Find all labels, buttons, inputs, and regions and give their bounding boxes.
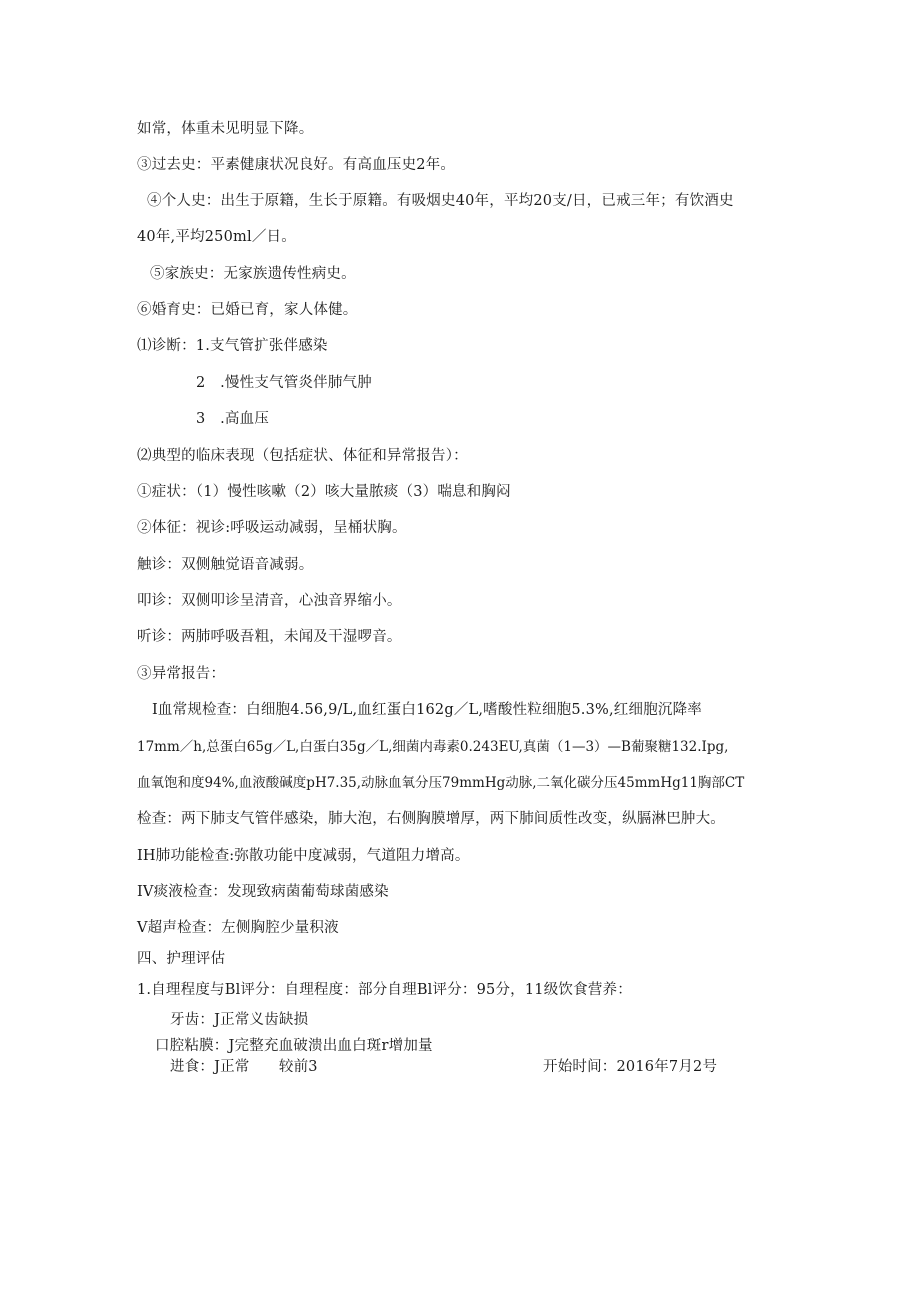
text-line-13: 触诊：双侧触觉语音减弱。 xyxy=(137,557,314,573)
text-line-1: 如常，体重未见明显下降。 xyxy=(137,121,314,137)
text-line-27: 口腔粘膜：J完整充血破溃出血白斑r增加量 xyxy=(155,1038,433,1054)
text-line-6: ⑥婚育史：已婚已育，家人体健。 xyxy=(137,302,358,318)
text-line-4: 40年,平均250ml／日。 xyxy=(137,229,296,245)
text-line-25: 1.自理程度与Bl评分：自理程度：部分自理Bl评分：95分，11级饮食营养： xyxy=(137,982,632,998)
section-heading: 四、护理评估 xyxy=(137,951,226,967)
text-line-14: 叩诊：双侧叩诊呈清音，心浊音界缩小。 xyxy=(137,593,402,609)
text-line-16: ③异常报告： xyxy=(137,666,226,682)
text-line-23: V超声检查：左侧胸腔少量积液 xyxy=(137,920,339,936)
text-line-15: 听诊：两肺呼吸吾粗，未闻及干湿啰音。 xyxy=(137,629,402,645)
text-line-28: 进食：J正常 较前3 xyxy=(170,1059,318,1075)
text-line-21: IH肺功能检查:弥散功能中度减弱，气道阻力增高。 xyxy=(137,848,470,864)
text-line-8: 2 .慢性支气管炎伴肺气肿 xyxy=(196,375,372,391)
text-line-18: 17mm／h,总蛋白65g／L,白蛋白35g／L,细菌内毒素0.243EU,真菌（1—3）—B葡聚糖132.Ipg, xyxy=(137,739,729,755)
text-line-11: ①症状：（1）慢性咳嗽（2）咳大量脓痰（3）喘息和胸闷 xyxy=(137,484,511,500)
text-line-7: ⑴诊断：1.支气管扩张伴感染 xyxy=(137,338,328,354)
text-line-12: ②体征：视诊:呼吸运动减弱，呈桶状胸。 xyxy=(137,520,407,536)
text-line-26: 牙齿：J正常义齿缺损 xyxy=(170,1012,309,1028)
text-line-22: IV痰液检查：发现致病菌葡萄球菌感染 xyxy=(137,884,389,900)
text-line-10: ⑵典型的临床表现（包括症状、体征和异常报告）： xyxy=(137,448,468,464)
text-line-17: I血常规检查：白细胞4.56,9/L,血红蛋白162g／L,嗜酸性粒细胞5.3%,红细胞沉降率 xyxy=(152,702,703,718)
text-line-5: ⑤家族史：无家族遗传性病史。 xyxy=(150,266,356,282)
text-line-19: 血氧饱和度94%,血液酸碱度pH7.35,动脉血氧分压79mmHg动脉,二氧化碳分压45mmHg11胸部CT xyxy=(137,775,745,791)
start-time-text: 开始时间：2016年7月2号 xyxy=(543,1059,718,1075)
text-line-20: 检查：两下肺支气管伴感染，肺大泡，右侧胸膜增厚，两下肺间质性改变，纵膈淋巴肿大。 xyxy=(137,811,725,827)
text-line-9: 3 .高血压 xyxy=(196,411,270,427)
text-line-3: ④个人史：出生于原籍，生长于原籍。有吸烟史40年，平均20支/日，已戒三年；有饮酒史 xyxy=(147,193,734,209)
text-line-2: ③过去史：平素健康状况良好。有高血压史2年。 xyxy=(137,157,456,173)
